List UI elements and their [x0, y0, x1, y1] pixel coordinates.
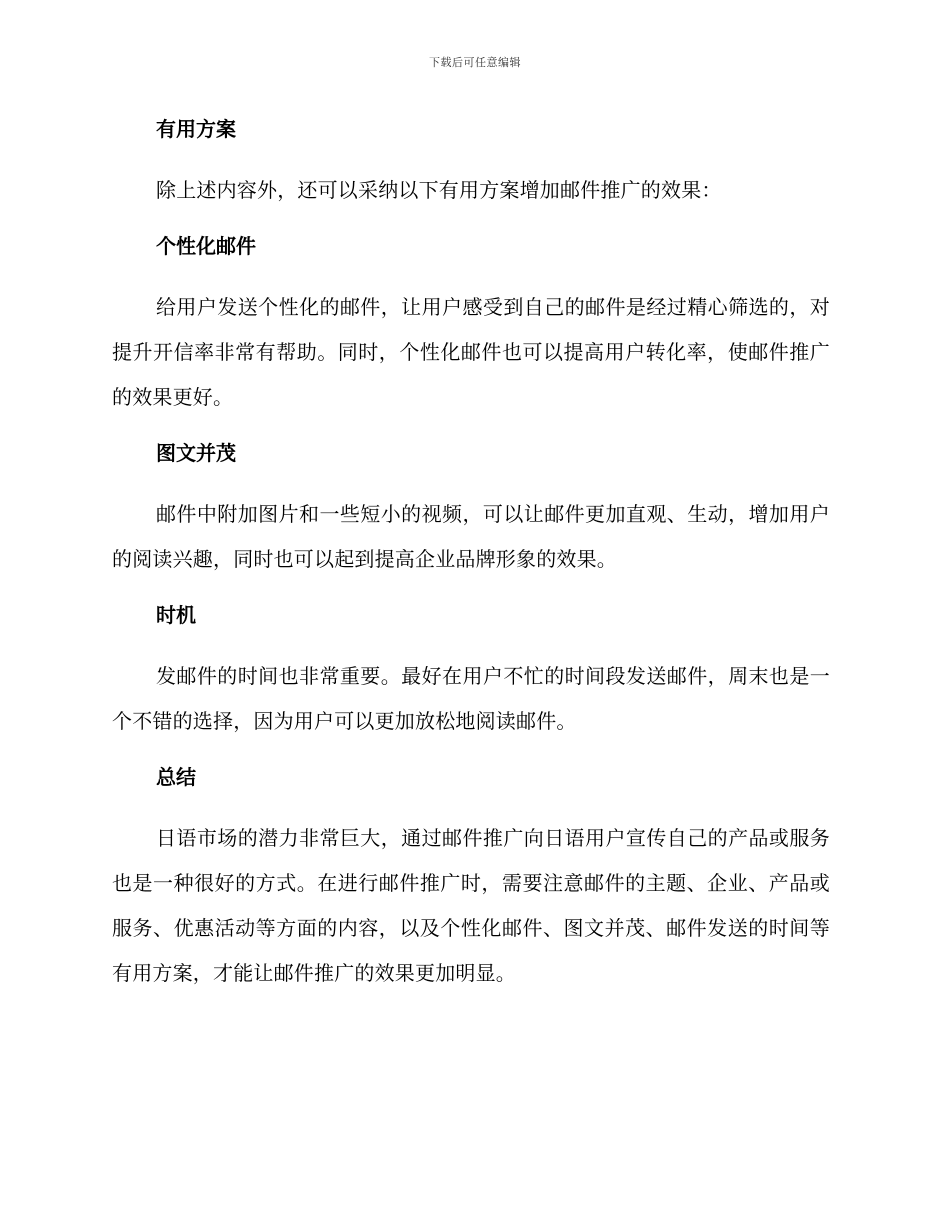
- document-body: [112, 110, 830, 996]
- header-note: 下载后可任意编辑: [429, 56, 521, 69]
- section-paragraph-timing: 发邮件的时间也非常重要。最好在用户不忙的时间段发送邮件，周末也是一个不错的选择，因为用户可以更加放松地阅读邮件。: [112, 664, 830, 733]
- section-heading-rich-media: 图文并茂: [156, 441, 236, 465]
- section-heading-useful-plans: 有用方案: [156, 117, 236, 141]
- section-paragraph-rich-media: 邮件中附加图片和一些短小的视频，可以让邮件更加直观、生动，增加用户的阅读兴趣，同时也可以起到提高企业品牌形象的效果。: [112, 502, 830, 571]
- section-heading-timing: 时机: [156, 603, 196, 627]
- section-paragraph-useful-plans: 除上述内容外，还可以采纳以下有用方案增加邮件推广的效果：: [156, 178, 722, 202]
- section-paragraph-summary: 日语市场的潜力非常巨大，通过邮件推广向日语用户宣传自己的产品或服务也是一种很好的方式。在进行邮件推广时，需要注意邮件的主题、企业、产品或服务、优惠活动等方面的内容，以及个性化邮件、图文并茂、邮件发送的时间等有用方案，才能让邮件推广的效果更加明显。: [112, 826, 830, 985]
- section-heading-personalized-email: 个性化邮件: [156, 234, 256, 258]
- section-heading-summary: 总结: [156, 765, 196, 789]
- section-paragraph-personalized-email: 给用户发送个性化的邮件，让用户感受到自己的邮件是经过精心筛选的，对提升开信率非常有帮助。同时，个性化邮件也可以提高用户转化率，使邮件推广的效果更好。: [112, 295, 830, 409]
